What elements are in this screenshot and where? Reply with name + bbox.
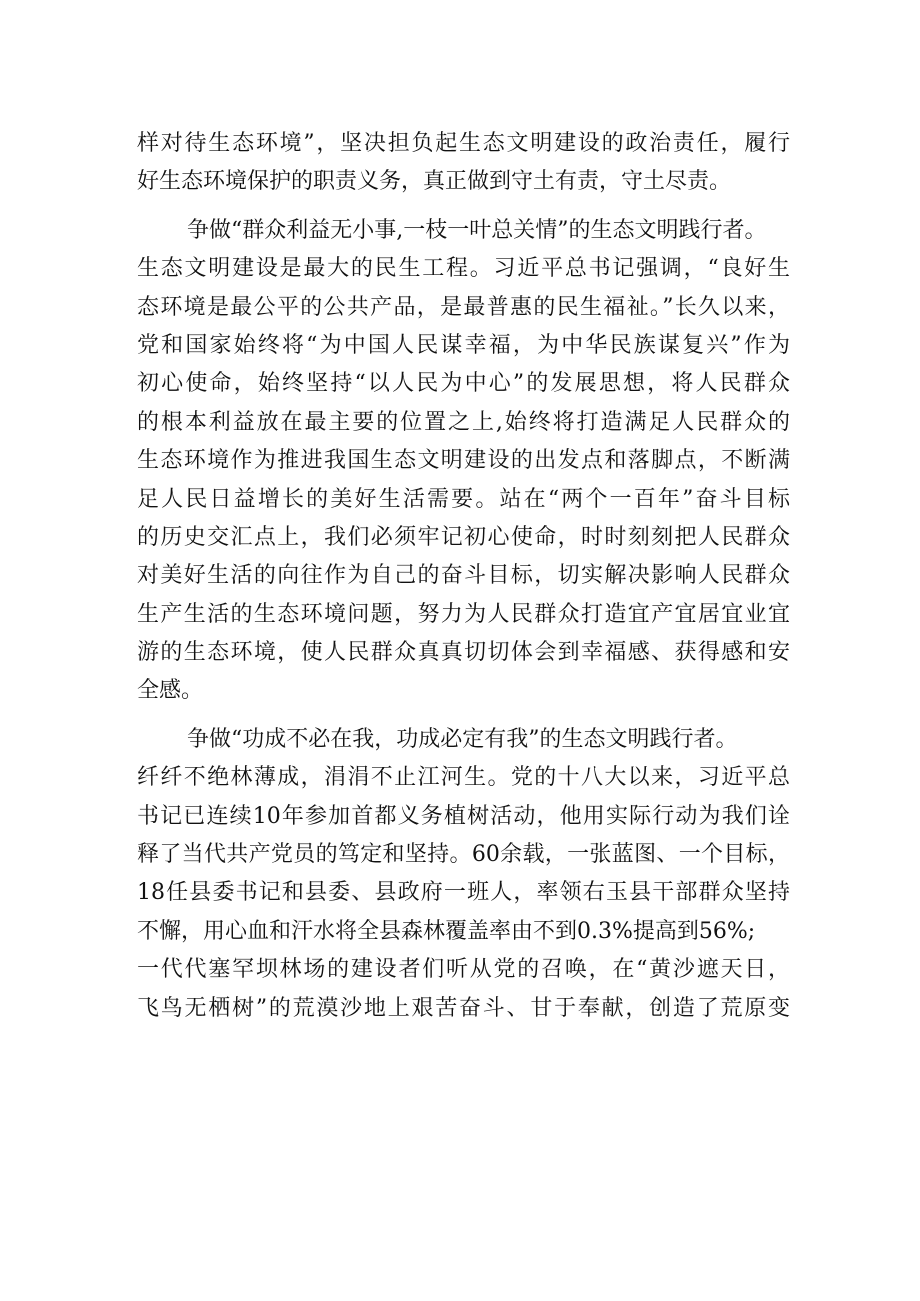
- text-line: 生态环境作为推进我国生态文明建设的出发点和落脚点，不断满: [137, 448, 790, 474]
- text-line: 释了当代共产党员的笃定和坚持。60余载，一张蓝图、一个目标，: [137, 842, 790, 868]
- text-line: 党和国家始终将“为中国人民谋幸福，为中华民族谋复兴”作为: [137, 332, 790, 358]
- text-line: 样对待生态环境”，坚决担负起生态文明建设的政治责任，履行: [137, 131, 790, 156]
- text-line: 争做“功成不必在我，功成必定有我”的生态文明践行者。: [187, 726, 738, 752]
- text-line: 生产生活的生态环境问题，努力为人民群众打造宜产宜居宜业宜: [137, 601, 790, 627]
- text-line: 的根本利益放在最主要的位置之上,始终将打造满足人民群众的: [137, 409, 790, 435]
- text-line: 足人民日益增长的美好生活需要。站在“两个一百年”奋斗目标: [137, 486, 790, 512]
- text-line: 初心使命，始终坚持“以人民为中心”的发展思想，将人民群众: [137, 371, 790, 397]
- text-line: 争做“群众利益无小事,一枝一叶总关情”的生态文明践行者。: [187, 217, 767, 243]
- text-line: 对美好生活的向往作为自己的奋斗目标，切实解决影响人民群众: [137, 563, 790, 589]
- text-line: 游的生态环境，使人民群众真真切切体会到幸福感、获得感和安: [137, 640, 790, 666]
- text-line: 的历史交汇点上，我们必须牢记初心使命，时时刻刻把人民群众: [137, 524, 790, 550]
- paragraph-2: [137, 212, 797, 711]
- text-line: 全感。: [137, 678, 204, 704]
- paragraph-1: [137, 125, 797, 202]
- text-line: 好生态环境保护的职责义务，真正做到守土有责，守土尽责。: [137, 169, 732, 195]
- text-line: 不懈，用心血和汗水将全县森林覆盖率由不到0.3%提高到56%;: [137, 918, 756, 944]
- paragraph-3: [137, 721, 797, 1028]
- text-line: 飞鸟无栖树”的荒漠沙地上艰苦奋斗、甘于奉献，创造了荒原变: [137, 995, 790, 1021]
- text-line: 纤纤不绝林薄成，涓涓不止江河生。党的十八大以来，习近平总: [137, 765, 790, 791]
- text-line: 态环境是最公平的公共产品，是最普惠的民生福祉。”长久以来，: [137, 294, 790, 320]
- document-body: [137, 125, 797, 1028]
- text-line: 一代代塞罕坝林场的建设者们听从党的召唤，在“黄沙遮天日，: [137, 957, 790, 983]
- text-line: 生态文明建设是最大的民生工程。习近平总书记强调，“良好生: [137, 256, 790, 282]
- text-line: 18任县委书记和县委、县政府一班人，率领右玉县干部群众坚持: [137, 880, 790, 906]
- text-line: 书记已连续10年参加首都义务植树活动，他用实际行动为我们诠: [137, 803, 790, 829]
